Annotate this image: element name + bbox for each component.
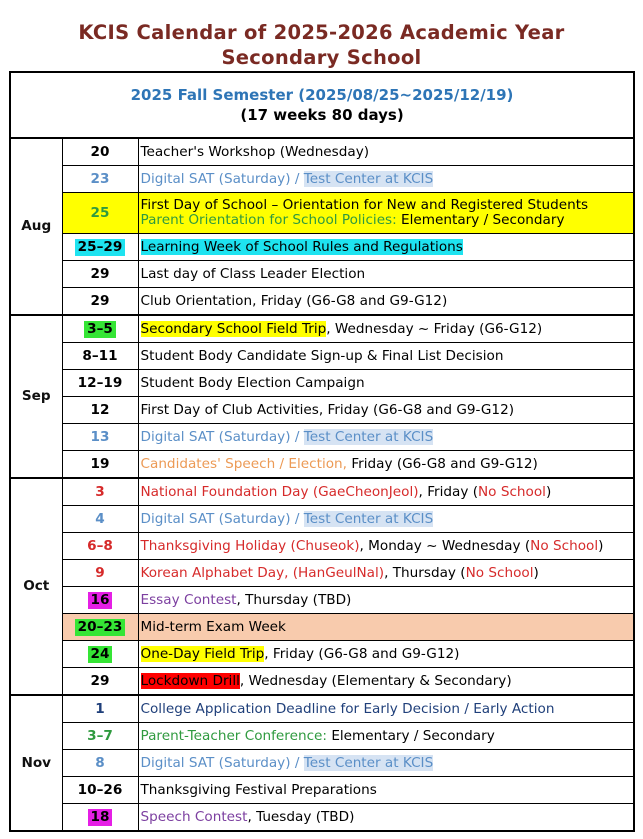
event-row bbox=[10, 193, 634, 234]
event-text: Club Orientation, Friday (G6-G8 and G9-G12) bbox=[140, 292, 448, 309]
event-line bbox=[141, 349, 634, 364]
date-value: 3–5 bbox=[84, 321, 116, 338]
month-label: Aug bbox=[10, 138, 62, 315]
event-description bbox=[138, 166, 634, 193]
event-text: Friday (G6-G8 and G9-G12) bbox=[351, 455, 538, 472]
event-line bbox=[141, 198, 634, 213]
event-text: Thanksgiving Holiday (Chuseok) bbox=[140, 537, 360, 554]
date-value: 29 bbox=[90, 265, 110, 282]
event-text: Test Center at KCIS bbox=[303, 170, 434, 187]
event-date bbox=[62, 560, 138, 587]
event-description bbox=[138, 343, 634, 370]
calendar-body bbox=[10, 72, 634, 831]
date-value: 25–29 bbox=[75, 239, 126, 256]
date-value: 20 bbox=[90, 143, 110, 160]
event-line bbox=[141, 702, 634, 717]
event-text: Secondary School Field Trip bbox=[140, 320, 327, 337]
event-date bbox=[62, 234, 138, 261]
event-row bbox=[10, 234, 634, 261]
event-row bbox=[10, 261, 634, 288]
event-text: Speech Contest bbox=[140, 808, 248, 825]
date-value: 12–19 bbox=[77, 374, 123, 391]
event-line bbox=[141, 485, 634, 500]
event-date bbox=[62, 166, 138, 193]
event-date bbox=[62, 804, 138, 832]
event-row bbox=[10, 695, 634, 723]
event-date bbox=[62, 315, 138, 343]
event-text: Elementary / Secondary bbox=[331, 727, 495, 744]
event-line bbox=[141, 376, 634, 391]
event-line bbox=[141, 512, 634, 527]
event-text: , Thursday ( bbox=[384, 564, 466, 581]
date-value: 9 bbox=[95, 564, 105, 581]
event-description bbox=[138, 138, 634, 166]
date-value: 25 bbox=[90, 204, 110, 221]
event-description bbox=[138, 587, 634, 614]
event-line bbox=[141, 593, 634, 608]
event-text: , Thursday (TBD) bbox=[236, 591, 352, 608]
month-label: Sep bbox=[10, 315, 62, 478]
date-value: 6–8 bbox=[87, 537, 113, 554]
event-row bbox=[10, 641, 634, 668]
event-text: , Wednesday ~ Friday (G6-G12) bbox=[326, 320, 543, 337]
date-value: 29 bbox=[90, 292, 110, 309]
date-value: 3–7 bbox=[87, 727, 113, 744]
event-date bbox=[62, 614, 138, 641]
event-line bbox=[141, 566, 634, 581]
event-text: Mid-term Exam Week bbox=[140, 618, 286, 635]
event-line bbox=[141, 403, 634, 418]
event-line bbox=[141, 620, 634, 635]
date-value: 29 bbox=[90, 672, 110, 689]
event-line bbox=[141, 810, 634, 825]
event-description bbox=[138, 478, 634, 506]
event-row bbox=[10, 478, 634, 506]
event-row bbox=[10, 587, 634, 614]
semester-header-row bbox=[10, 72, 634, 138]
event-row bbox=[10, 397, 634, 424]
event-description bbox=[138, 695, 634, 723]
event-row bbox=[10, 370, 634, 397]
event-text: Digital SAT (Saturday) / bbox=[140, 754, 304, 771]
event-date bbox=[62, 668, 138, 696]
event-date bbox=[62, 777, 138, 804]
event-text: Digital SAT (Saturday) / bbox=[140, 510, 304, 527]
event-description bbox=[138, 370, 634, 397]
event-line bbox=[141, 322, 634, 337]
event-row bbox=[10, 138, 634, 166]
event-row bbox=[10, 451, 634, 479]
event-description bbox=[138, 288, 634, 316]
event-description bbox=[138, 614, 634, 641]
event-text: Test Center at KCIS bbox=[303, 754, 434, 771]
event-text: No School bbox=[465, 564, 534, 581]
event-text: Student Body Election Campaign bbox=[140, 374, 365, 391]
event-line bbox=[141, 430, 634, 445]
event-text: ) bbox=[545, 483, 552, 500]
event-line bbox=[141, 294, 634, 309]
event-row bbox=[10, 614, 634, 641]
date-value: 20–23 bbox=[75, 619, 126, 636]
event-text: No School bbox=[478, 483, 546, 500]
event-text: Student Body Candidate Sign-up & Final List Decision bbox=[140, 347, 504, 364]
event-text: One-Day Field Trip bbox=[140, 645, 265, 662]
event-date bbox=[62, 193, 138, 234]
event-row bbox=[10, 343, 634, 370]
event-description bbox=[138, 723, 634, 750]
event-description bbox=[138, 641, 634, 668]
event-line bbox=[141, 457, 634, 472]
event-text: First Day of Club Activities, Friday (G6-G8 and G9-G12) bbox=[140, 401, 515, 418]
event-line bbox=[141, 674, 634, 689]
event-row bbox=[10, 533, 634, 560]
event-row bbox=[10, 166, 634, 193]
event-text: Lockdown Drill bbox=[140, 672, 240, 689]
event-row bbox=[10, 424, 634, 451]
event-text: Candidates' Speech / Election, bbox=[140, 455, 352, 472]
event-text: College Application Deadline for Early Decision / Early Action bbox=[140, 700, 555, 717]
event-description bbox=[138, 804, 634, 832]
event-row bbox=[10, 288, 634, 316]
date-value: 8 bbox=[95, 754, 105, 771]
event-text: Test Center at KCIS bbox=[303, 510, 434, 527]
event-description bbox=[138, 750, 634, 777]
event-text: Learning Week of School Rules and Regulations bbox=[140, 238, 463, 255]
event-line bbox=[141, 729, 634, 744]
month-label: Oct bbox=[10, 478, 62, 695]
event-date bbox=[62, 587, 138, 614]
event-row bbox=[10, 506, 634, 533]
event-date bbox=[62, 138, 138, 166]
page-title: KCIS Calendar of 2025-2026 Academic Year bbox=[78, 21, 565, 44]
event-date bbox=[62, 723, 138, 750]
month-label: Nov bbox=[10, 695, 62, 831]
page-subtitle: Secondary School bbox=[221, 46, 422, 69]
date-value: 13 bbox=[90, 428, 110, 445]
event-row bbox=[10, 315, 634, 343]
date-value: 19 bbox=[90, 455, 110, 472]
event-description bbox=[138, 560, 634, 587]
event-date bbox=[62, 506, 138, 533]
event-date bbox=[62, 370, 138, 397]
event-text: No School bbox=[530, 537, 599, 554]
event-description bbox=[138, 261, 634, 288]
date-value: 16 bbox=[88, 592, 113, 609]
date-value: 4 bbox=[95, 510, 105, 527]
event-line bbox=[141, 783, 634, 798]
event-text: , Friday (G6-G8 and G9-G12) bbox=[264, 645, 460, 662]
event-text: National Foundation Day (GaeCheonJeol) bbox=[140, 483, 419, 500]
event-date bbox=[62, 261, 138, 288]
event-line bbox=[141, 240, 634, 255]
event-date bbox=[62, 533, 138, 560]
event-line bbox=[141, 539, 634, 554]
event-date bbox=[62, 750, 138, 777]
event-line bbox=[141, 213, 634, 228]
event-row bbox=[10, 777, 634, 804]
event-line bbox=[141, 756, 634, 771]
event-text: Digital SAT (Saturday) / bbox=[140, 428, 304, 445]
event-date bbox=[62, 397, 138, 424]
event-text: Thanksgiving Festival Preparations bbox=[140, 781, 377, 798]
event-description bbox=[138, 234, 634, 261]
date-value: 18 bbox=[88, 809, 113, 826]
event-date bbox=[62, 288, 138, 316]
event-text: Korean Alphabet Day, (HanGeulNal) bbox=[140, 564, 385, 581]
event-row bbox=[10, 750, 634, 777]
event-text: First Day of School – Orientation for New and Registered Students bbox=[140, 197, 589, 213]
event-text: Last day of Class Leader Election bbox=[140, 265, 366, 282]
event-text: Teacher's Workshop (Wednesday) bbox=[140, 143, 370, 160]
event-description bbox=[138, 424, 634, 451]
semester-length: (17 weeks 80 days) bbox=[240, 106, 404, 124]
event-date bbox=[62, 424, 138, 451]
event-text: , Tuesday (TBD) bbox=[247, 808, 355, 825]
event-row bbox=[10, 668, 634, 696]
semester-title: 2025 Fall Semester (2025/08/25~2025/12/19) bbox=[130, 86, 514, 104]
event-date bbox=[62, 451, 138, 479]
event-line bbox=[141, 172, 634, 187]
event-line bbox=[141, 267, 634, 282]
event-description bbox=[138, 193, 634, 234]
event-description bbox=[138, 533, 634, 560]
date-value: 10–26 bbox=[77, 781, 123, 798]
event-date bbox=[62, 478, 138, 506]
event-description bbox=[138, 397, 634, 424]
event-description bbox=[138, 668, 634, 696]
event-description bbox=[138, 506, 634, 533]
event-text: ) bbox=[598, 537, 604, 554]
event-text: Essay Contest bbox=[140, 591, 237, 608]
date-value: 3 bbox=[95, 483, 105, 500]
event-text: Parent Orientation for School Policies: bbox=[140, 212, 402, 228]
event-text: , Friday ( bbox=[418, 483, 479, 500]
date-value: 12 bbox=[90, 401, 110, 418]
event-text: Test Center at KCIS bbox=[303, 428, 434, 445]
semester-header bbox=[10, 72, 634, 138]
event-text: , Monday ~ Wednesday ( bbox=[359, 537, 531, 554]
event-text: Parent-Teacher Conference: bbox=[140, 727, 332, 744]
date-value: 1 bbox=[95, 700, 105, 717]
event-description bbox=[138, 777, 634, 804]
event-description bbox=[138, 315, 634, 343]
event-row bbox=[10, 560, 634, 587]
event-date bbox=[62, 695, 138, 723]
event-date bbox=[62, 641, 138, 668]
event-text: Elementary / Secondary bbox=[401, 212, 565, 228]
event-row bbox=[10, 804, 634, 832]
date-value: 23 bbox=[90, 170, 110, 187]
event-date bbox=[62, 343, 138, 370]
event-row bbox=[10, 723, 634, 750]
date-value: 24 bbox=[88, 646, 113, 663]
event-text: ) bbox=[533, 564, 539, 581]
event-line bbox=[141, 647, 634, 662]
date-value: 8–11 bbox=[82, 347, 118, 364]
calendar-table bbox=[9, 71, 635, 832]
event-text: , Wednesday (Elementary & Secondary) bbox=[239, 672, 512, 689]
event-line bbox=[141, 145, 634, 160]
event-description bbox=[138, 451, 634, 479]
event-text: Digital SAT (Saturday) / bbox=[140, 170, 304, 187]
